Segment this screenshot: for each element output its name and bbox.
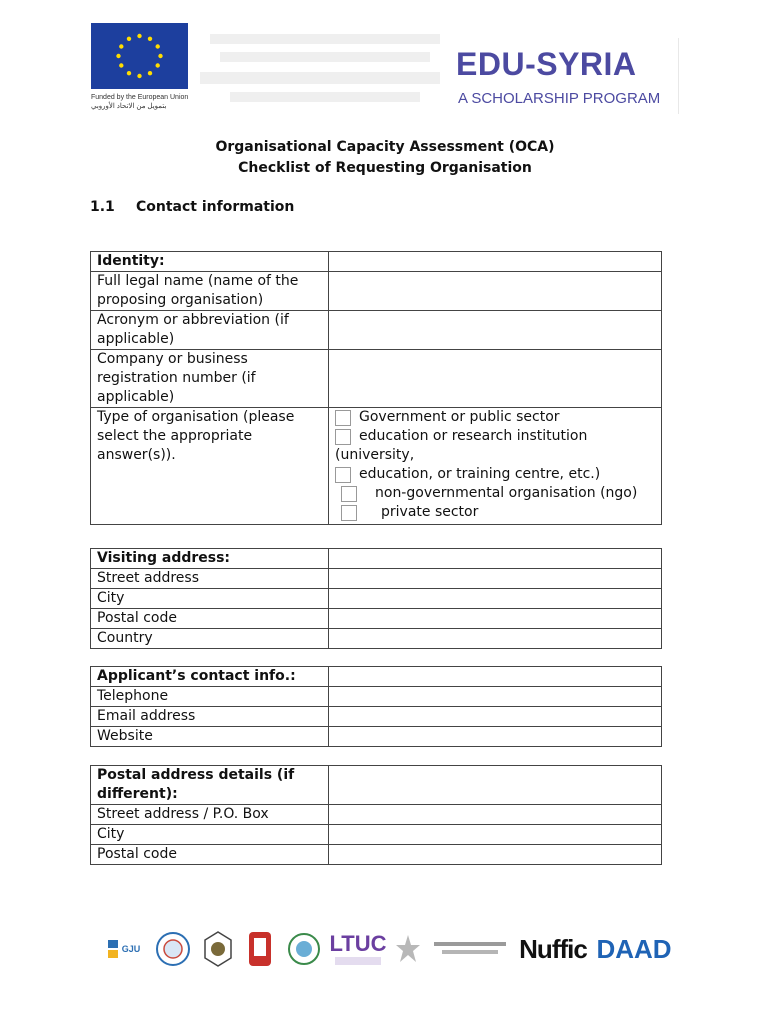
option-education-label: education or research institution [359,428,588,444]
gju-logo [100,938,146,960]
visiting-country-label: Country [91,629,329,649]
eu-caption-ar: بتمويل من الاتحاد الأوروبي [91,103,167,110]
postal-code-label: Postal code [91,845,329,865]
edu-syria-title: EDU-SYRIA [456,46,637,82]
visiting-city-field[interactable] [329,589,662,609]
edu-syria-subtitle: A SCHOLARSHIP PROGRAM [458,90,661,107]
visiting-heading-value [329,549,662,569]
telephone-label: Telephone [91,687,329,707]
checkbox-government[interactable] [335,410,351,426]
website-field[interactable] [329,727,662,747]
identity-table [90,251,662,525]
option-training-label: education, or training centre, etc.) [359,466,601,482]
option-ngo-label: non-governmental organisation (ngo) [375,485,638,501]
checkbox-private[interactable] [341,505,357,521]
option-ngo [335,484,655,503]
header-watermark [200,28,450,110]
postal-heading-value [329,766,662,805]
document-title-line2: Checklist of Requesting Organisation [238,160,532,176]
identity-heading-value [329,252,662,272]
organisation-type-label: Type of organisation (please select the appropriate answer(s)). [91,408,329,525]
checkbox-education[interactable] [335,429,351,445]
visiting-address-table [90,548,662,649]
eu-caption [91,93,188,111]
eu-caption-en: Funded by the European Union [91,94,189,101]
registration-number-label: Company or business registration number (if applicable) [91,350,329,408]
postal-city-field[interactable] [329,825,662,845]
visiting-street-label: Street address [91,569,329,589]
nuffic-text: Nuffic [519,933,587,964]
full-legal-name-field[interactable] [329,272,662,311]
option-private [335,503,655,522]
visiting-postal-field[interactable] [329,609,662,629]
section-number: 1.1 [90,199,115,215]
edu-syria-logo [456,38,679,114]
postal-street-field[interactable] [329,805,662,825]
university-seal-2 [200,930,236,968]
telephone-field[interactable] [329,687,662,707]
option-education-label-cont: (university, [335,447,415,463]
contact-info-table [90,666,662,747]
university-seal-4 [284,932,324,966]
option-training [335,465,655,484]
identity-heading: Identity: [91,252,329,272]
partner-logos [100,925,678,973]
option-education [335,427,655,446]
full-legal-name-label: Full legal name (name of the proposing organisation) [91,272,329,311]
star-logo [392,934,424,964]
postal-street-label: Street address / P.O. Box [91,805,329,825]
contact-info-heading: Applicant’s contact info.: [91,667,329,687]
visiting-postal-label: Postal code [91,609,329,629]
document-title-line1: Organisational Capacity Assessment (OCA) [215,139,555,155]
acronym-field[interactable] [329,311,662,350]
ltuc-text: LTUC [329,931,387,956]
eu-stars [116,34,162,78]
visiting-address-heading: Visiting address: [91,549,329,569]
university-seal-1 [152,931,194,967]
academy-logo [430,936,510,962]
visiting-city-label: City [91,589,329,609]
ltuc-logo [330,933,386,965]
eu-flag-logo [91,23,188,89]
gju-text: GJU [121,944,141,954]
checkbox-training[interactable] [335,467,351,483]
acronym-label: Acronym or abbreviation (if applicable) [91,311,329,350]
ltuc-subtitle-mark [335,957,381,965]
registration-number-field[interactable] [329,350,662,408]
website-label: Website [91,727,329,747]
checkbox-ngo[interactable] [341,486,357,502]
daad-logo [596,934,672,965]
visiting-street-field[interactable] [329,569,662,589]
organisation-type-options [329,408,662,525]
university-seal-3 [242,930,278,968]
email-label: Email address [91,707,329,727]
section-heading [90,199,294,215]
option-government [335,408,655,427]
daad-text: DAAD [596,933,672,964]
postal-address-heading: Postal address details (if different): [91,766,329,805]
option-private-label: private sector [381,504,479,520]
postal-address-table [90,765,662,865]
visiting-country-field[interactable] [329,629,662,649]
postal-city-label: City [91,825,329,845]
option-government-label: Government or public sector [359,409,560,425]
postal-code-field[interactable] [329,845,662,865]
nuffic-logo [516,934,590,965]
section-title: Contact information [136,199,295,215]
email-field[interactable] [329,707,662,727]
contact-heading-value [329,667,662,687]
